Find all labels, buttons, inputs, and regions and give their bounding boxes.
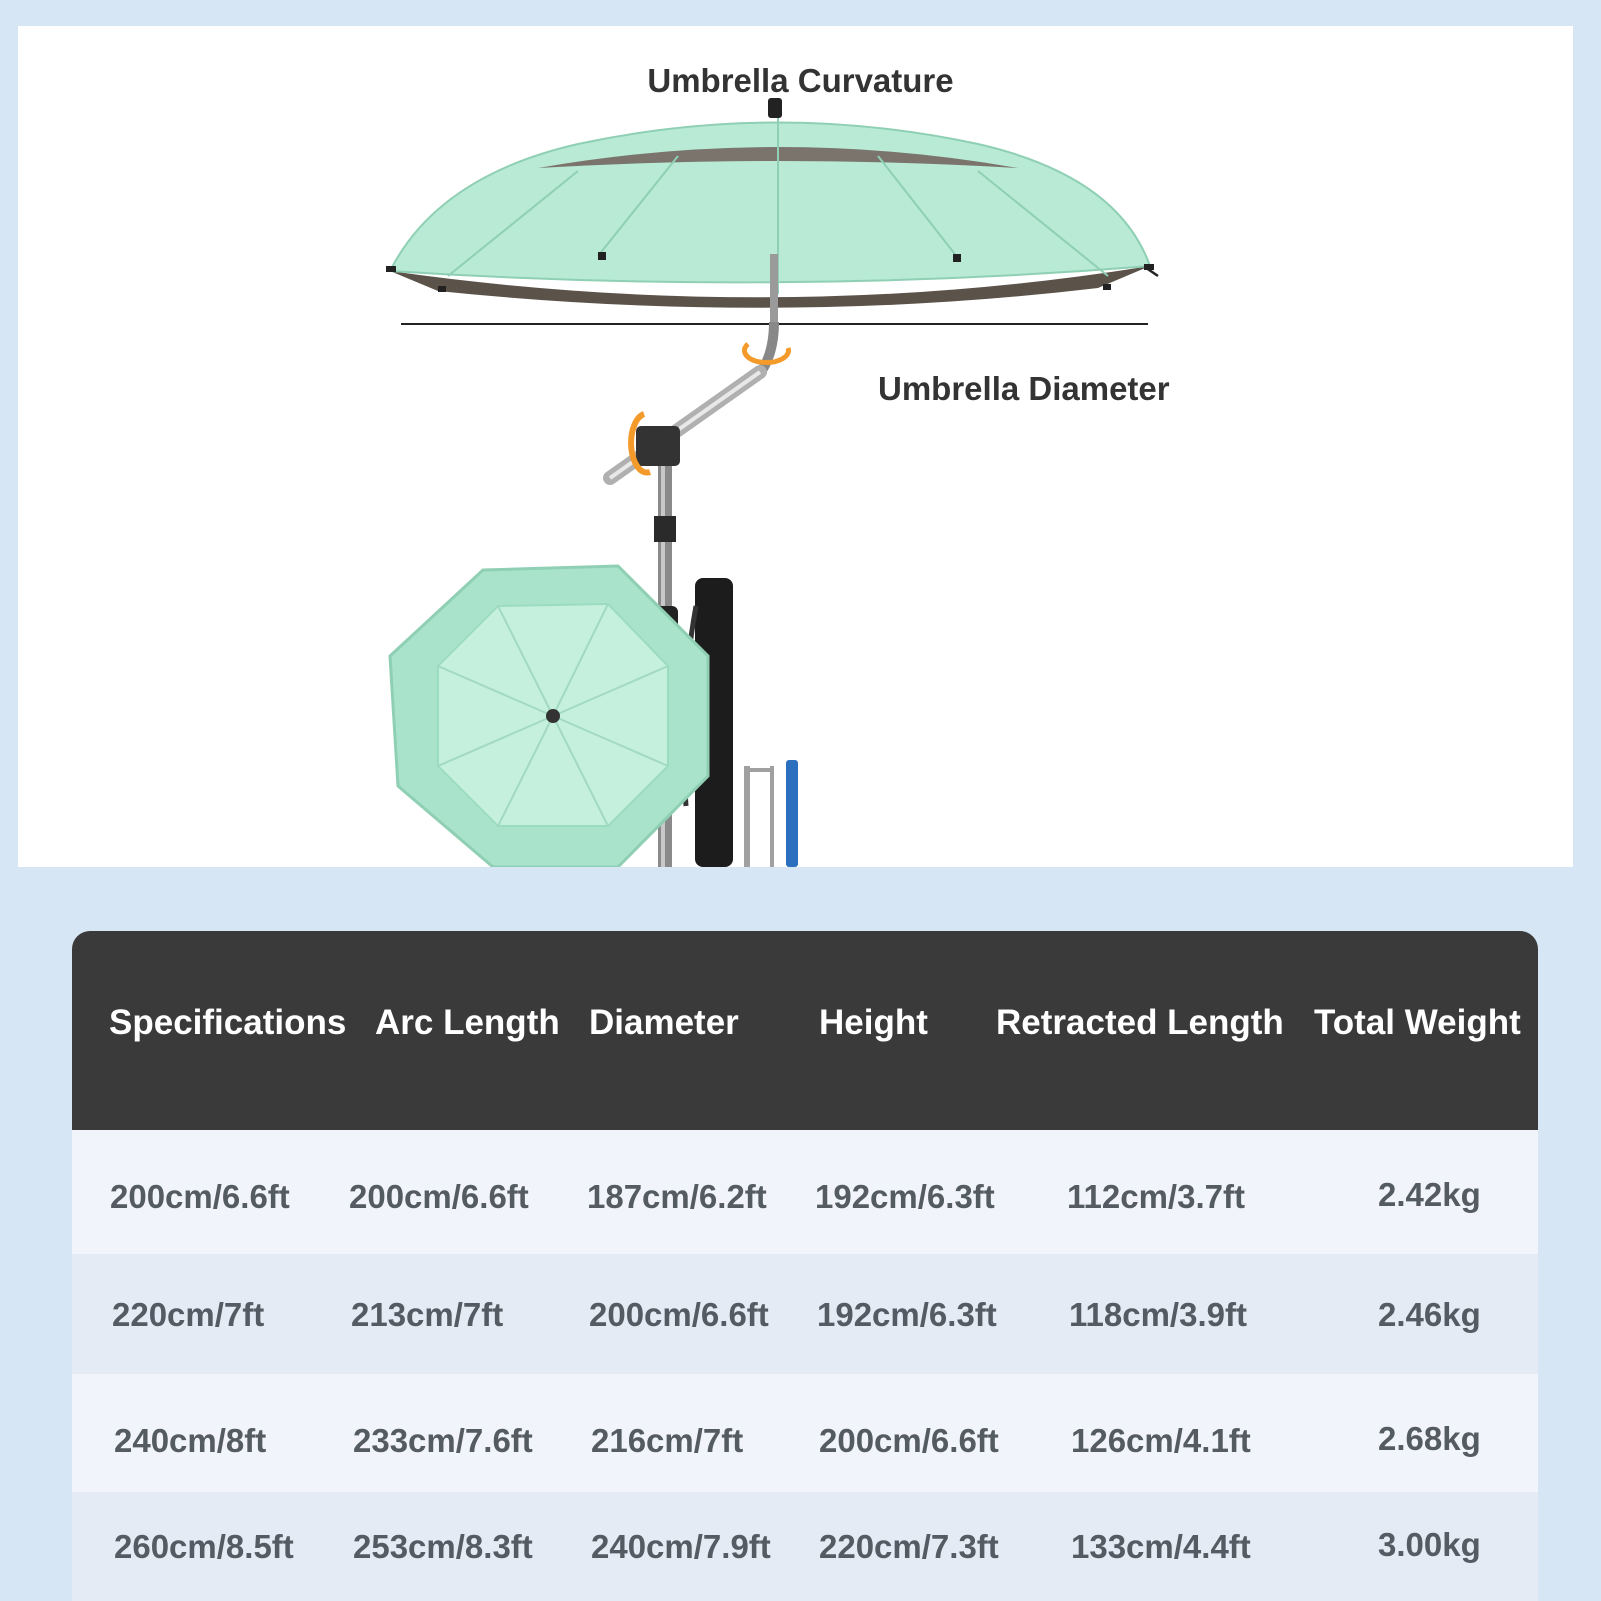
umbrella-diameter-label: Umbrella Diameter <box>878 370 1170 407</box>
cell-retracted-length: 126cm/4.1ft <box>1071 1422 1251 1459</box>
pole-joint <box>654 516 676 542</box>
header-retracted-length: Retracted Length <box>996 1003 1284 1042</box>
umbrella-top-view <box>390 566 708 867</box>
top-cap <box>768 98 782 118</box>
spec-table <box>72 931 1538 1601</box>
table-row <box>72 1492 1538 1601</box>
cell-arc-length: 200cm/6.6ft <box>349 1178 529 1215</box>
umbrella-curvature-label: Umbrella Curvature <box>647 62 954 99</box>
cell-arc-length: 213cm/7ft <box>351 1296 504 1333</box>
cell-specification: 260cm/8.5ft <box>114 1528 294 1565</box>
table-row <box>72 1374 1538 1492</box>
cell-specification: 240cm/8ft <box>114 1422 267 1459</box>
product-photo-panel <box>18 26 1573 867</box>
table-row <box>72 1254 1538 1374</box>
cell-retracted-length: 133cm/4.4ft <box>1071 1528 1251 1565</box>
header-arc-length: Arc Length <box>375 1003 560 1042</box>
header-height: Height <box>819 1003 928 1042</box>
cell-specification: 220cm/7ft <box>112 1296 265 1333</box>
cell-total-weight: 2.46kg <box>1378 1296 1481 1333</box>
cell-diameter: 240cm/7.9ft <box>591 1528 771 1565</box>
header-total-weight: Total Weight <box>1314 1003 1521 1042</box>
table-row <box>72 1130 1538 1254</box>
upper-pole <box>770 254 778 322</box>
cell-total-weight: 2.68kg <box>1378 1420 1481 1457</box>
ground-stake-metal-2 <box>770 766 774 867</box>
cell-height: 220cm/7.3ft <box>819 1528 999 1565</box>
cell-specification: 200cm/6.6ft <box>110 1178 290 1215</box>
cell-retracted-length: 118cm/3.9ft <box>1069 1296 1247 1333</box>
cell-diameter: 216cm/7ft <box>591 1422 744 1459</box>
spec-table-header <box>72 931 1538 1130</box>
cell-retracted-length: 112cm/3.7ft <box>1067 1178 1245 1215</box>
header-specifications: Specifications <box>109 1003 347 1042</box>
cell-total-weight: 2.42kg <box>1378 1176 1481 1213</box>
umbrella-illustration <box>18 26 1573 867</box>
ground-anchor-blue <box>786 760 798 867</box>
cell-diameter: 187cm/6.2ft <box>587 1178 767 1215</box>
cell-total-weight: 3.00kg <box>1378 1526 1481 1563</box>
ground-stake-metal <box>744 766 750 867</box>
cell-height: 192cm/6.3ft <box>815 1178 995 1215</box>
cell-height: 200cm/6.6ft <box>819 1422 999 1459</box>
header-diameter: Diameter <box>589 1003 739 1042</box>
cell-diameter: 200cm/6.6ft <box>589 1296 769 1333</box>
cell-height: 192cm/6.3ft <box>817 1296 997 1333</box>
tilt-clamp <box>636 426 680 466</box>
cell-arc-length: 233cm/7.6ft <box>353 1422 533 1459</box>
cell-arc-length: 253cm/8.3ft <box>353 1528 533 1565</box>
